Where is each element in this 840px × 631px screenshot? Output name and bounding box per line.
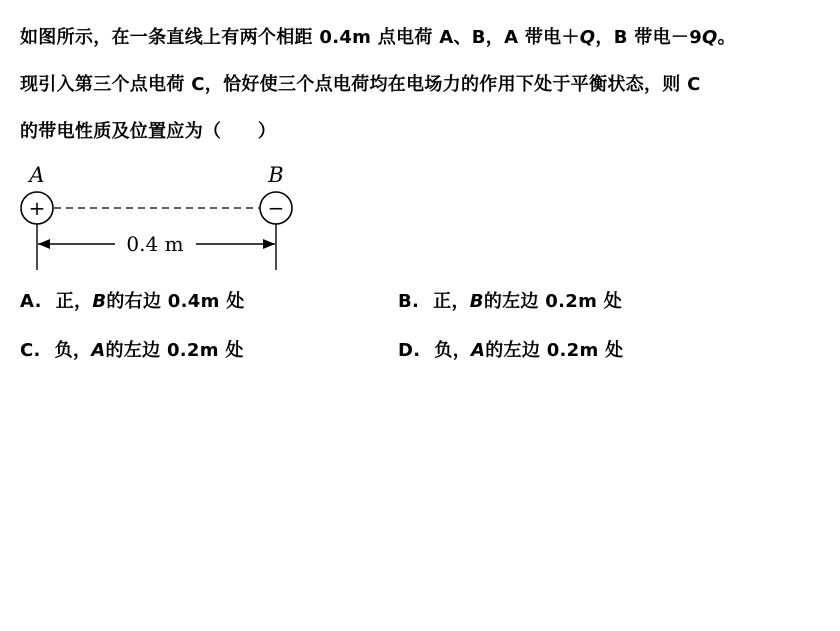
charge-diagram (14, 158, 314, 273)
charge-b-sign: − (267, 196, 285, 220)
option-text: 的左边 0.2m 处 (483, 291, 622, 312)
option-b[interactable] (398, 287, 622, 313)
option-ref-charge: A (91, 340, 106, 361)
question-line-1-text-c: 。 (717, 27, 736, 48)
charge-symbol: Q (702, 27, 718, 48)
question-line-1-text: 如图所示，在一条直线上有两个相距 0.4m 点电荷 A、B，A 带电＋ (20, 27, 580, 48)
option-ref-charge: B (469, 291, 484, 312)
question-text (20, 14, 832, 155)
option-d[interactable] (398, 336, 623, 362)
arrowhead-right (263, 239, 275, 249)
question-line-2: 现引入第三个点电荷 C，恰好使三个点电荷均在电场力的作用下处于平衡状态，则 C (20, 74, 701, 95)
charge-b-label: B (268, 163, 284, 187)
option-sign: 负， (434, 340, 471, 361)
option-text: 的左边 0.2m 处 (105, 340, 244, 361)
option-sign: 负， (54, 340, 92, 361)
option-text: 的左边 0.2m 处 (485, 340, 624, 361)
charge-symbol: Q (579, 27, 596, 48)
option-letter: C. (20, 340, 41, 361)
option-c[interactable] (20, 336, 244, 362)
question-line-1 (20, 14, 832, 61)
question-line-1-text-b: ，B 带电－9 (595, 27, 703, 48)
option-ref-charge: B (92, 291, 107, 312)
question-line-3: 的带电性质及位置应为（ ） (20, 121, 277, 142)
option-text: 的右边 0.4m 处 (106, 291, 245, 312)
option-letter: B. (398, 291, 420, 312)
charge-a-label: A (29, 163, 45, 187)
option-a[interactable] (20, 287, 245, 313)
option-letter: A. (20, 291, 42, 312)
option-letter: D. (398, 340, 421, 361)
option-ref-charge: A (471, 340, 486, 361)
charge-a-sign: + (28, 196, 46, 220)
distance-label: 0.4 m (126, 232, 184, 256)
option-sign: 正， (55, 291, 93, 312)
option-sign: 正， (433, 291, 470, 312)
arrowhead-left (38, 239, 50, 249)
